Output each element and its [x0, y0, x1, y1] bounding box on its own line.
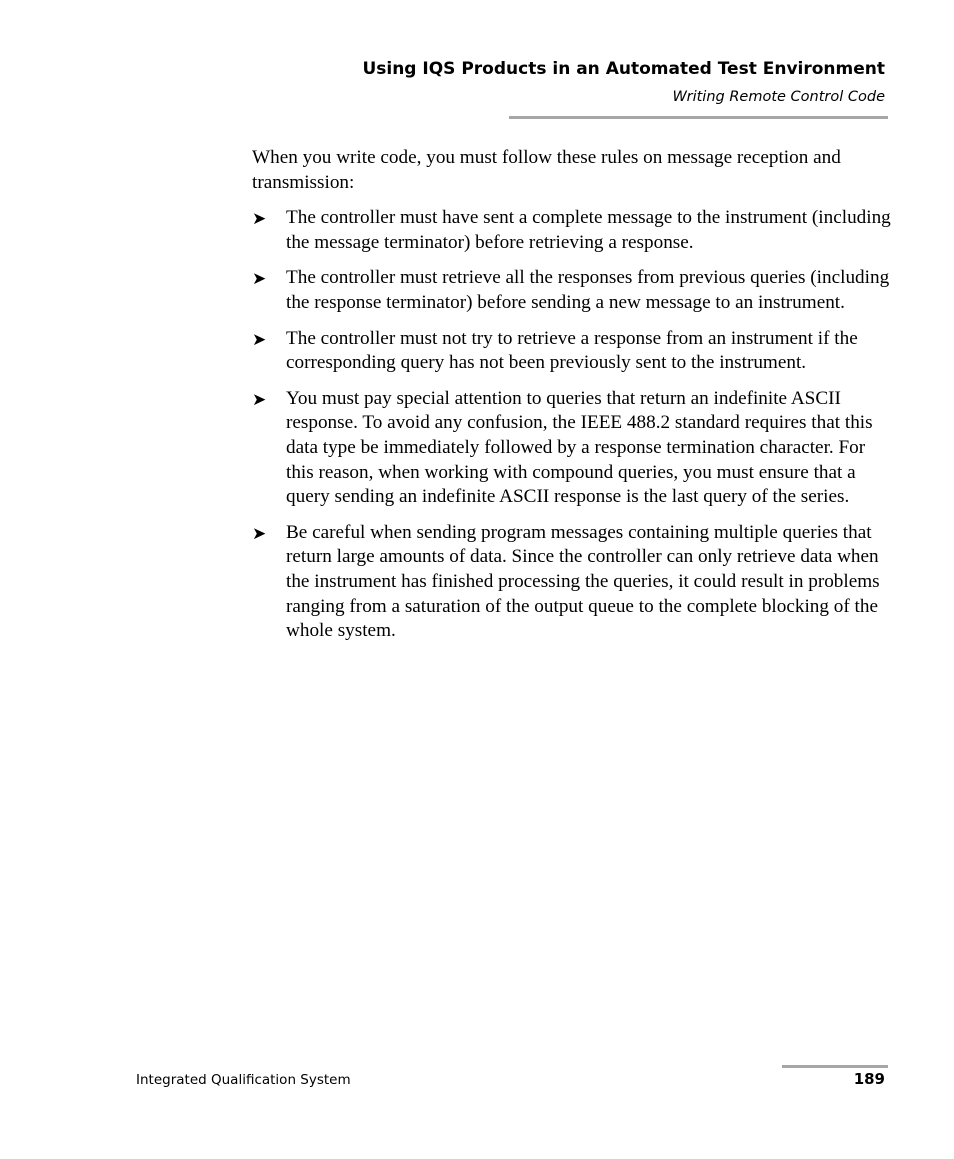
page-number: 189 [853, 1070, 885, 1088]
list-item [252, 206, 892, 255]
intro-paragraph: When you write code, you must follow these rules on message reception and transmission: [252, 147, 841, 193]
arrowhead-bullet-icon: ➤ [252, 209, 267, 230]
footer-document-title: Integrated Qualification System [136, 1072, 351, 1088]
list-item [252, 266, 892, 315]
arrowhead-bullet-icon: ➤ [252, 523, 267, 544]
list-item [252, 521, 892, 644]
list-item-text: The controller must have sent a complete message to the instrument (including the message terminator) before retrieving a response. [286, 207, 891, 253]
chapter-title: Using IQS Products in an Automated Test Environment [362, 59, 885, 79]
list-item-text: The controller must retrieve all the responses from previous queries (including the response terminator) before sending a new message to an instrument. [286, 267, 890, 313]
section-title: Writing Remote Control Code [672, 89, 885, 105]
header-divider [509, 116, 888, 119]
footer-divider [782, 1065, 888, 1068]
arrowhead-bullet-icon: ➤ [252, 269, 267, 290]
arrowhead-bullet-icon: ➤ [252, 329, 267, 350]
list-item-text: Be careful when sending program messages containing multiple queries that return large amounts of data. Since the controller can only retrieve data when the instrument has finished processing the queries, it could result in problems ranging from a saturation of the output queue to the complete blocking of the whole system. [286, 521, 880, 642]
arrowhead-bullet-icon: ➤ [252, 389, 267, 410]
list-item [252, 387, 892, 510]
list-item-text: You must pay special attention to queries that return an indefinite ASCII response. To avoid any confusion, the IEEE 488.2 standard requires that this data type be immediately followed by a response termination character. For this reason, when working with compound queries, you must ensure that a query sending an indefinite ASCII response is the last query of the series. [286, 387, 873, 508]
main-content [252, 146, 892, 655]
rules-list [252, 206, 892, 644]
list-item-text: The controller must not try to retrieve a response from an instrument if the corresponding query has not been previously sent to the instrument. [286, 327, 858, 374]
list-item [252, 327, 892, 376]
